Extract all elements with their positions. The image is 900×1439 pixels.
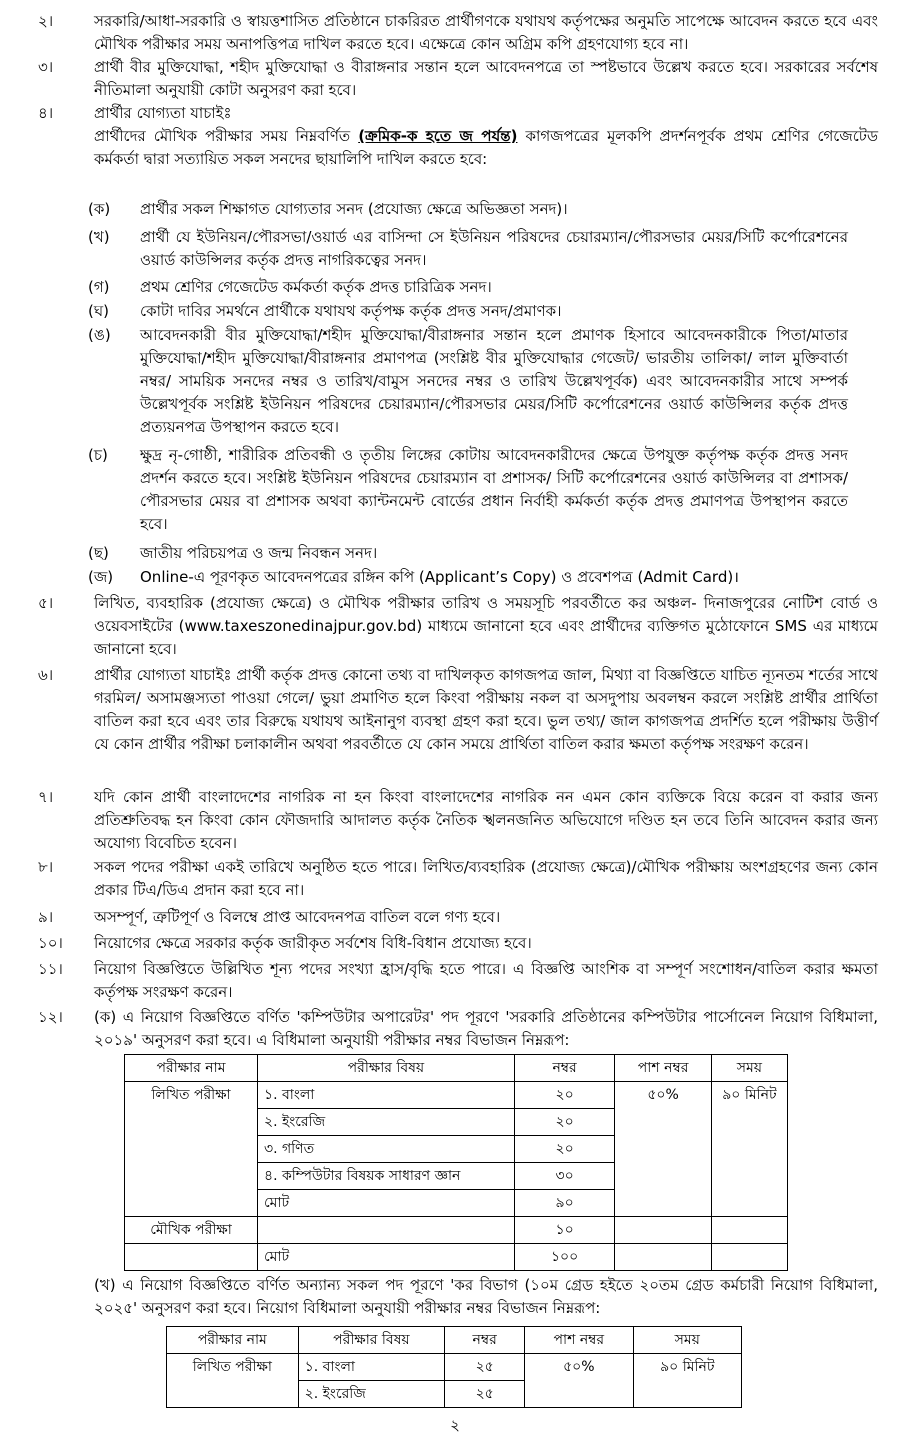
intro-text-a: প্রার্থীদের মৌখিক পরীক্ষার সময় নিম্নবর্ণিত bbox=[94, 127, 359, 145]
subclause-label: (গ) bbox=[88, 278, 110, 296]
clause-text: সকল পদের পরীক্ষা একই তারিখে অনুষ্ঠিত হতে পারে। লিখিত/ব্যবহারিক (প্রযোজ্য ক্ষেত্রে)/মৌখিক পরীক্ষায় অংশগ্রহণের জন্য কোন প্রকার টিএ/ডিএ প্রদান করা হবে না। bbox=[94, 858, 878, 899]
clause-12 bbox=[38, 1006, 878, 1052]
clause-5 bbox=[38, 592, 878, 661]
time-cell bbox=[711, 1244, 787, 1271]
subclause-text: ক্ষুদ্র নৃ-গোষ্ঠী, শারীরিক প্রতিবন্ধী ও তৃতীয় লিঙ্গের কোটায় আবেদনকারীদের ক্ষেত্রে উপযুক্ত কর্তৃপক্ষ কর্তৃক প্রদত্ত সনদ প্রদর্শন করতে হবে। সংশ্লিষ্ট ইউনিয়ন পরিষদের চেয়ারম্যান বা প্রশাসক/ সিটি কর্পোরেশনের ওয়ার্ড কাউন্সিলর বা প্রশাসক/ পৌরসভার মেয়র বা প্রশাসক অথবা ক্যান্টনমেন্ট বোর্ডের প্রধান নির্বাহী কর্মকর্তা কর্তৃক প্রদত্ত প্রমাণপত্র উপস্থাপন করতে হবে। bbox=[140, 446, 848, 533]
subclause-label: (চ) bbox=[88, 446, 108, 464]
table-row bbox=[125, 1244, 788, 1271]
header-exam-name: পরীক্ষার নাম bbox=[125, 1055, 258, 1082]
total-label: মোট bbox=[258, 1244, 515, 1271]
subject-cell: ৪. কম্পিউটার বিষয়ক সাধারণ জ্ঞান bbox=[258, 1163, 515, 1190]
clause-number: ১০। bbox=[38, 934, 63, 952]
intro-text-b: কাগজপত্রের মূলকপি প্রদর্শনপূর্বক প্রথম শ্রেণির গেজেটেড কর্মকর্তা দ্বারা সত্যায়িত সকল সনদের ছায়ালিপি দাখিল করতে হবে: bbox=[94, 127, 878, 168]
header-exam-subject: পরীক্ষার বিষয় bbox=[258, 1055, 515, 1082]
viva-exam-label: মৌখিক পরীক্ষা bbox=[125, 1217, 258, 1244]
clause-text: নিয়োগের ক্ষেত্রে সরকার কর্তৃক জারীকৃত সর্বশেষ বিধি-বিধান প্রযোজ্য হবে। bbox=[94, 934, 532, 952]
clause-text: যদি কোন প্রার্থী বাংলাদেশের নাগরিক না হন কিংবা বাংলাদেশের নাগরিক নন এমন কোন ব্যক্তিকে বিয়ে করেন বা করার জন্য প্রতিশ্রুতিবদ্ধ হন কিংবা কোন ফৌজদারি আদালত কর্তৃক নৈতিক স্খলনজনিত অভিযোগে দণ্ডিত হন তবে তিনি আবেদন করার জন্য অযোগ্য বিবেচিত হবেন। bbox=[94, 788, 878, 852]
header-exam-name: পরীক্ষার নাম bbox=[167, 1327, 299, 1354]
subclause-text: কোটা দাবির সমর্থনে প্রার্থীকে যথাযথ কর্তৃপক্ষ কর্তৃক প্রদত্ত সনদ/প্রমাণক। bbox=[140, 302, 562, 320]
clause-number: ৬। bbox=[38, 666, 54, 684]
marks-cell: ৩০ bbox=[514, 1163, 615, 1190]
subclause-chha bbox=[88, 542, 848, 565]
clause-number: ১২। bbox=[38, 1008, 63, 1026]
marks-table-other-posts bbox=[166, 1326, 742, 1408]
intro-underlined: (ক্রমিক-ক হতে জ পর্যন্ত) bbox=[358, 127, 518, 145]
clause-9 bbox=[38, 906, 878, 929]
clause-7 bbox=[38, 786, 878, 855]
subclause-text: প্রার্থী যে ইউনিয়ন/পৌরসভা/ওয়ার্ড এর বাসিন্দা সে ইউনিয়ন পরিষদের চেয়ারম্যান/পৌরসভার মেয়র/সিটি কর্পোরেশনের ওয়ার্ড কাউন্সিলর কর্তৃক প্রদত্ত নাগরিকত্বের সনদ। bbox=[140, 228, 848, 269]
subclause-text: Online-এ পূরণকৃত আবেদনপত্রের রঙ্গিন কপি (Applicant’s Copy) ও প্রবেশপত্র (Admit Card)। bbox=[140, 568, 739, 586]
header-time: সময় bbox=[711, 1055, 787, 1082]
header-pass-marks: পাশ নম্বর bbox=[615, 1055, 711, 1082]
clause-3 bbox=[38, 56, 878, 102]
clause-number: ৩। bbox=[38, 58, 54, 76]
marks-table-computer-operator bbox=[124, 1054, 788, 1271]
marks-cell: ৯০ bbox=[514, 1190, 615, 1217]
subclause-label: (ঙ) bbox=[88, 326, 111, 344]
subclause-cha bbox=[88, 444, 848, 536]
subclause-ka bbox=[88, 198, 848, 221]
written-exam-label: লিখিত পরীক্ষা bbox=[167, 1354, 299, 1408]
subclause-text: প্রার্থীর সকল শিক্ষাগত যোগ্যতার সনদ (প্রযোজ্য ক্ষেত্রে অভিজ্ঞতা সনদ)। bbox=[140, 200, 568, 218]
subject-cell: ২. ইংরেজি bbox=[258, 1109, 515, 1136]
pass-marks-cell bbox=[615, 1217, 711, 1244]
clause-number: ৮। bbox=[38, 858, 54, 876]
marks-cell: ২৫ bbox=[445, 1354, 525, 1381]
subject-cell bbox=[258, 1217, 515, 1244]
clause-number: ৭। bbox=[38, 788, 54, 806]
clause-number: ৫। bbox=[38, 594, 54, 612]
subclause-gha bbox=[88, 300, 848, 323]
clause-text: প্রার্থীর যোগ্যতা যাচাইঃ প্রার্থী কর্তৃক প্রদত্ত কোনো তথ্য বা দাখিলকৃত কাগজপত্র জাল, মিথ্যা বা বিজ্ঞপ্তিতে যাচিত ন্যূনতম শর্তের সাথে গরমিল/ অসামঞ্জস্যতা পাওয়া গেলে/ ভুয়া প্রমাণিত হলে কিংবা পরীক্ষায় নকল বা অসদুপায় অবলম্বন করলে সংশ্লিষ্ট প্রার্থীর প্রার্থিতা বাতিল করা হবে এবং তার বিরুদ্ধে যথাযথ আইনানুগ ব্যবস্থা গ্রহণ করা হবে। ভুল তথ্য/ জাল কাগজপত্র প্রদর্শিত হলে পরীক্ষায় উত্তীর্ণ যে কোন প্রার্থীর পরীক্ষা চলাকালীন অথবা পরবর্তীতে যে কোন সময়ে প্রার্থিতা বাতিল করার ক্ষমতা কর্তৃপক্ষ সংরক্ষণ করেন। bbox=[94, 666, 878, 753]
time-cell bbox=[711, 1217, 787, 1244]
subject-cell: মোট bbox=[258, 1190, 515, 1217]
written-exam-label: লিখিত পরীক্ষা bbox=[125, 1082, 258, 1217]
subject-cell: ১. বাংলা bbox=[298, 1354, 445, 1381]
table-header-row bbox=[167, 1327, 742, 1354]
clause-text: সরকারি/আধা-সরকারি ও স্বায়ত্তশাসিত প্রতিষ্ঠানে চাকরিরত প্রার্থীগণকে যথাযথ কর্তৃপক্ষের অনুমতি সাপেক্ষে আবেদন করতে হবে এবং মৌখিক পরীক্ষার সময় অনাপত্তিপত্র দাখিল করতে হবে। এক্ষেত্রে কোন অগ্রিম কপি গ্রহণযোগ্য হবে না। bbox=[94, 12, 878, 53]
subclause-ja bbox=[88, 566, 848, 589]
clause-6 bbox=[38, 664, 878, 756]
clause-text: অসম্পূর্ণ, ত্রুটিপূর্ণ ও বিলম্বে প্রাপ্ত আবেদনপত্র বাতিল বলে গণ্য হবে। bbox=[94, 908, 501, 926]
subclause-label: (ছ) bbox=[88, 544, 109, 562]
clause-2 bbox=[38, 10, 878, 56]
subject-cell: ১. বাংলা bbox=[258, 1082, 515, 1109]
time-cell: ৯০ মিনিট bbox=[711, 1082, 787, 1217]
clause-8 bbox=[38, 856, 878, 902]
subclause-label: (ক) bbox=[88, 200, 111, 218]
table-header-row bbox=[125, 1055, 788, 1082]
clause-text: নিয়োগ বিজ্ঞপ্তিতে উল্লিখিত শূন্য পদের সংখ্যা হ্রাস/বৃদ্ধি হতে পারে। এ বিজ্ঞপ্তি আংশিক বা সম্পূর্ণ সংশোধন/বাতিল করার ক্ষমতা কর্তৃপক্ষ সংরক্ষণ করেন। bbox=[94, 960, 878, 1001]
clause-text: লিখিত, ব্যবহারিক (প্রযোজ্য ক্ষেত্রে) ও মৌখিক পরীক্ষার তারিখ ও সময়সূচি পরবর্তীতে কর অঞ্চল- দিনাজপুরের নোটিশ বোর্ড ও ওয়েবসাইটের (www.taxeszonedinajpur.gov.bd) মাধ্যমে জানানো হবে এবং প্রার্থীদের ব্যক্তিগত মুঠোফোনে SMS এর মাধ্যমে জানানো হবে। bbox=[94, 594, 878, 658]
clause-text: প্রার্থী বীর মুক্তিযোদ্ধা, শহীদ মুক্তিযোদ্ধা ও বীরাঙ্গনার সন্তান হলে আবেদনপত্রে তা স্পষ্টভাবে উল্লেখ করতে হবে। সরকারের সর্বশেষ নীতিমালা অনুযায়ী কোটা অনুসরণ করা হবে। bbox=[94, 58, 878, 99]
clause-4 bbox=[38, 102, 878, 171]
pass-marks-cell: ৫০% bbox=[525, 1354, 633, 1408]
subclause-text: আবেদনকারী বীর মুক্তিযোদ্ধা/শহীদ মুক্তিযোদ্ধা/বীরাঙ্গনার সন্তান হলে প্রমাণক হিসাবে আবেদনকারীকে পিতা/মাতার মুক্তিযোদ্ধা/শহীদ মুক্তিযোদ্ধা/বীরাঙ্গনার প্রমাণপত্র (সংশ্লিষ্ট বীর মুক্তিযোদ্ধার গেজেট/ ভারতীয় তালিকা/ লাল মুক্তিবার্তা নম্বর/ সাময়িক সনদের নম্বর ও তারিখ/বামুস সনদের নম্বর ও তারিখ উল্লেখপূর্বক) এবং আবেদনকারীর সাথে সম্পর্ক উল্লেখপূর্বক সংশ্লিষ্ট ইউনিয়ন পরিষদের চেয়ারম্যান/পৌরসভার মেয়র/সিটি কর্পোরেশনের ওয়ার্ড কাউন্সিলর কর্তৃক প্রদত্ত প্রত্যয়নপত্র উপস্থাপন করতে হবে। bbox=[140, 326, 848, 436]
clause-11 bbox=[38, 958, 878, 1004]
marks-cell: ২০ bbox=[514, 1136, 615, 1163]
pass-marks-cell: ৫০% bbox=[615, 1082, 711, 1217]
pass-marks-cell bbox=[615, 1244, 711, 1271]
clause-number: ১১। bbox=[38, 960, 63, 978]
clause-text: (ক) এ নিয়োগ বিজ্ঞপ্তিতে বর্ণিত 'কম্পিউটার অপারেটর' পদ পূরণে 'সরকারি প্রতিষ্ঠানের কম্পিউটার পার্সোনেল নিয়োগ বিধিমালা, ২০১৯' অনুসরণ করা হবে। এ বিধিমালা অনুযায়ী পরীক্ষার নম্বর বিভাজন নিম্নরূপ: bbox=[94, 1008, 878, 1049]
time-cell: ৯০ মিনিট bbox=[633, 1354, 741, 1408]
clause-text: (খ) এ নিয়োগ বিজ্ঞপ্তিতে বর্ণিত অন্যান্য সকল পদ পূরণে 'কর বিভাগ (১০ম গ্রেড হইতে ২০তম গ্রেড কর্মচারী নিয়োগ বিধিমালা, ২০২৫' অনুসরণ করা হবে। নিয়োগ বিধিমালা অনুযায়ী পরীক্ষার নম্বর বিভাজন নিম্নরূপ: bbox=[94, 1276, 878, 1317]
table-row bbox=[125, 1217, 788, 1244]
exam-name-cell bbox=[125, 1244, 258, 1271]
subclause-umo bbox=[88, 324, 848, 439]
clause-intro bbox=[94, 125, 878, 171]
subject-cell: ২. ইংরেজি bbox=[298, 1381, 445, 1408]
marks-cell: ২০ bbox=[514, 1109, 615, 1136]
page-number: ২ bbox=[450, 1416, 460, 1434]
clause-10 bbox=[38, 932, 878, 955]
header-pass-marks: পাশ নম্বর bbox=[525, 1327, 633, 1354]
subject-cell: ৩. গণিত bbox=[258, 1136, 515, 1163]
header-marks: নম্বর bbox=[445, 1327, 525, 1354]
clause-12-kha bbox=[38, 1274, 878, 1320]
subclause-label: (জ) bbox=[88, 568, 114, 586]
header-marks: নম্বর bbox=[514, 1055, 615, 1082]
subclause-label: (খ) bbox=[88, 228, 110, 246]
table-row bbox=[167, 1354, 742, 1381]
clause-number: ৪। bbox=[38, 104, 54, 122]
clause-heading: প্রার্থীর যোগ্যতা যাচাইঃ bbox=[94, 104, 232, 122]
subclause-label: (ঘ) bbox=[88, 302, 109, 320]
clause-number: ২। bbox=[38, 12, 54, 30]
marks-cell: ১০ bbox=[514, 1217, 615, 1244]
subclause-ga bbox=[88, 276, 848, 299]
header-time: সময় bbox=[633, 1327, 741, 1354]
subclause-text: জাতীয় পরিচয়পত্র ও জন্ম নিবন্ধন সনদ। bbox=[140, 544, 378, 562]
marks-cell: ২০ bbox=[514, 1082, 615, 1109]
marks-cell: ২৫ bbox=[445, 1381, 525, 1408]
clause-number: ৯। bbox=[38, 908, 54, 926]
subclause-kha bbox=[88, 226, 848, 272]
subclause-text: প্রথম শ্রেণির গেজেটেড কর্মকর্তা কর্তৃক প্রদত্ত চারিত্রিক সনদ। bbox=[140, 278, 492, 296]
table-row bbox=[125, 1082, 788, 1109]
header-exam-subject: পরীক্ষার বিষয় bbox=[298, 1327, 445, 1354]
total-marks: ১০০ bbox=[514, 1244, 615, 1271]
